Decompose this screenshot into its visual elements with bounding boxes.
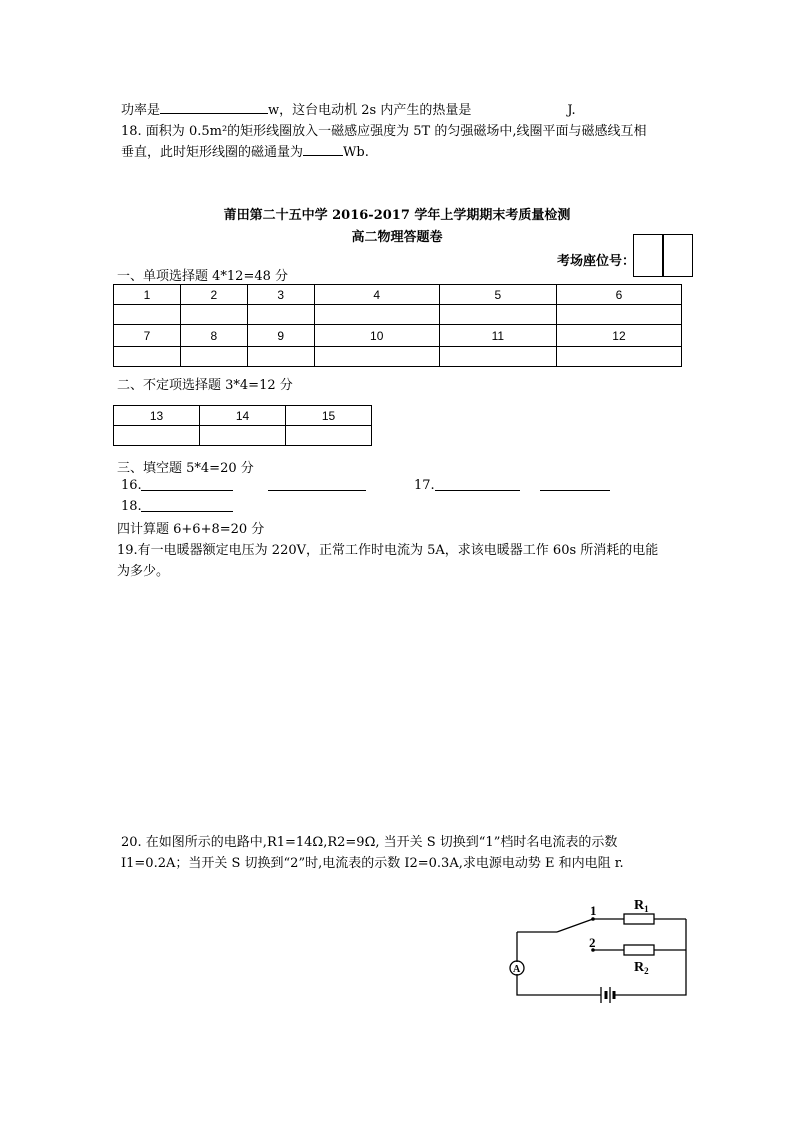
text-fragment: w，这台电动机 2s 内产生的热量是	[268, 103, 472, 118]
circuit-diagram	[500, 890, 700, 1005]
question-number: 3	[247, 285, 314, 305]
text-fragment: J.	[567, 103, 576, 118]
top-line-1	[121, 99, 576, 118]
ammeter-label: A	[513, 964, 521, 975]
seat-box-2[interactable]	[662, 234, 693, 277]
text-fragment: 垂直，此时矩形线圈的磁通量为	[121, 145, 304, 160]
paper-title: 高二物理答题卷	[351, 230, 443, 245]
r2-label: $R_2$	[634, 960, 649, 976]
switch-blade	[557, 919, 593, 932]
section1-heading: 一、单项选择题 4*12=48 分	[117, 269, 289, 284]
answer-cell[interactable]	[439, 347, 556, 367]
answer-blank[interactable]	[303, 143, 343, 156]
answer-cell[interactable]	[180, 305, 247, 325]
q19-line-2: 为多少。	[117, 564, 170, 579]
wire-bottom-left	[517, 974, 601, 995]
resistor-r1	[624, 914, 654, 924]
q17-label: 17.	[414, 478, 435, 493]
single-choice-table	[113, 284, 682, 367]
question-number: 11	[439, 325, 556, 347]
answer-cell[interactable]	[247, 347, 314, 367]
contact-label-1: 1	[590, 903, 597, 918]
question-number: 13	[114, 406, 200, 426]
answer-cell[interactable]	[200, 426, 286, 446]
question-number: 6	[556, 285, 681, 305]
answer-cell[interactable]	[556, 347, 681, 367]
answer-cell[interactable]	[439, 305, 556, 325]
question-number: 4	[314, 285, 439, 305]
question-number: 12	[556, 325, 681, 347]
seat-box-1[interactable]	[633, 234, 664, 277]
q18-line-2	[121, 141, 369, 160]
answer-cell[interactable]	[114, 426, 200, 446]
q17-blank-1[interactable]	[435, 478, 520, 491]
q17-blank-2[interactable]	[540, 478, 610, 491]
multi-choice-table	[113, 405, 372, 446]
school-title: 莆田第二十五中学 2016-2017 学年上学期期末考质量检测	[223, 208, 571, 223]
answer-cell[interactable]	[556, 305, 681, 325]
question-number: 9	[247, 325, 314, 347]
section3-heading: 三、填空题 5*4=20 分	[117, 461, 254, 476]
r1-label: $R_1$	[634, 898, 649, 914]
section2-heading: 二、不定项选择题 3*4=12 分	[117, 378, 293, 393]
question-number: 7	[114, 325, 181, 347]
answer-cell[interactable]	[114, 305, 181, 325]
q20-line-2: I1=0.2A；当开关 S 切换到“2”时,电流表的示数 I2=0.3A,求电源电动势 E 和内电阻 r.	[121, 856, 624, 871]
text-fragment: Wb.	[343, 145, 369, 160]
question-number: 1	[114, 285, 181, 305]
battery-symbol	[601, 987, 614, 1003]
question-number: 2	[180, 285, 247, 305]
contact-label-2: 2	[589, 935, 596, 950]
q16-blank-1[interactable]	[141, 478, 233, 491]
question-number: 10	[314, 325, 439, 347]
section4-heading: 四计算题 6+6+8=20 分	[117, 522, 265, 537]
answer-cell[interactable]	[180, 347, 247, 367]
seat-label: 考场座位号：	[557, 254, 636, 269]
answer-cell[interactable]	[314, 305, 439, 325]
question-number: 5	[439, 285, 556, 305]
q20-line-1: 20. 在如图所示的电路中,R1=14Ω,R2=9Ω, 当开关 S 切换到“1”档时名电流表的示数	[121, 835, 618, 850]
q19-line-1: 19.有一电暖器额定电压为 220V，正常工作时电流为 5A，求该电暖器工作 60s 所消耗的电能	[117, 543, 659, 558]
wire-bottom-right	[614, 919, 686, 995]
answer-cell[interactable]	[314, 347, 439, 367]
answer-blank[interactable]	[160, 101, 268, 114]
answer-cell[interactable]	[114, 347, 181, 367]
text-fragment: 功率是	[121, 103, 161, 118]
question-number: 15	[286, 406, 372, 426]
question-number: 8	[180, 325, 247, 347]
q18-line-1: 18. 面积为 0.5m²的矩形线圈放入一磁感应强度为 5T 的匀强磁场中,线圈平面与磁感线互相	[121, 124, 647, 139]
question-number: 14	[200, 406, 286, 426]
resistor-r2	[624, 945, 654, 955]
q16-label: 16.	[121, 478, 142, 493]
answer-cell[interactable]	[247, 305, 314, 325]
q18-blank[interactable]	[141, 499, 233, 512]
q18-label: 18.	[121, 499, 142, 514]
q16-blank-2[interactable]	[268, 478, 366, 491]
answer-cell[interactable]	[286, 426, 372, 446]
